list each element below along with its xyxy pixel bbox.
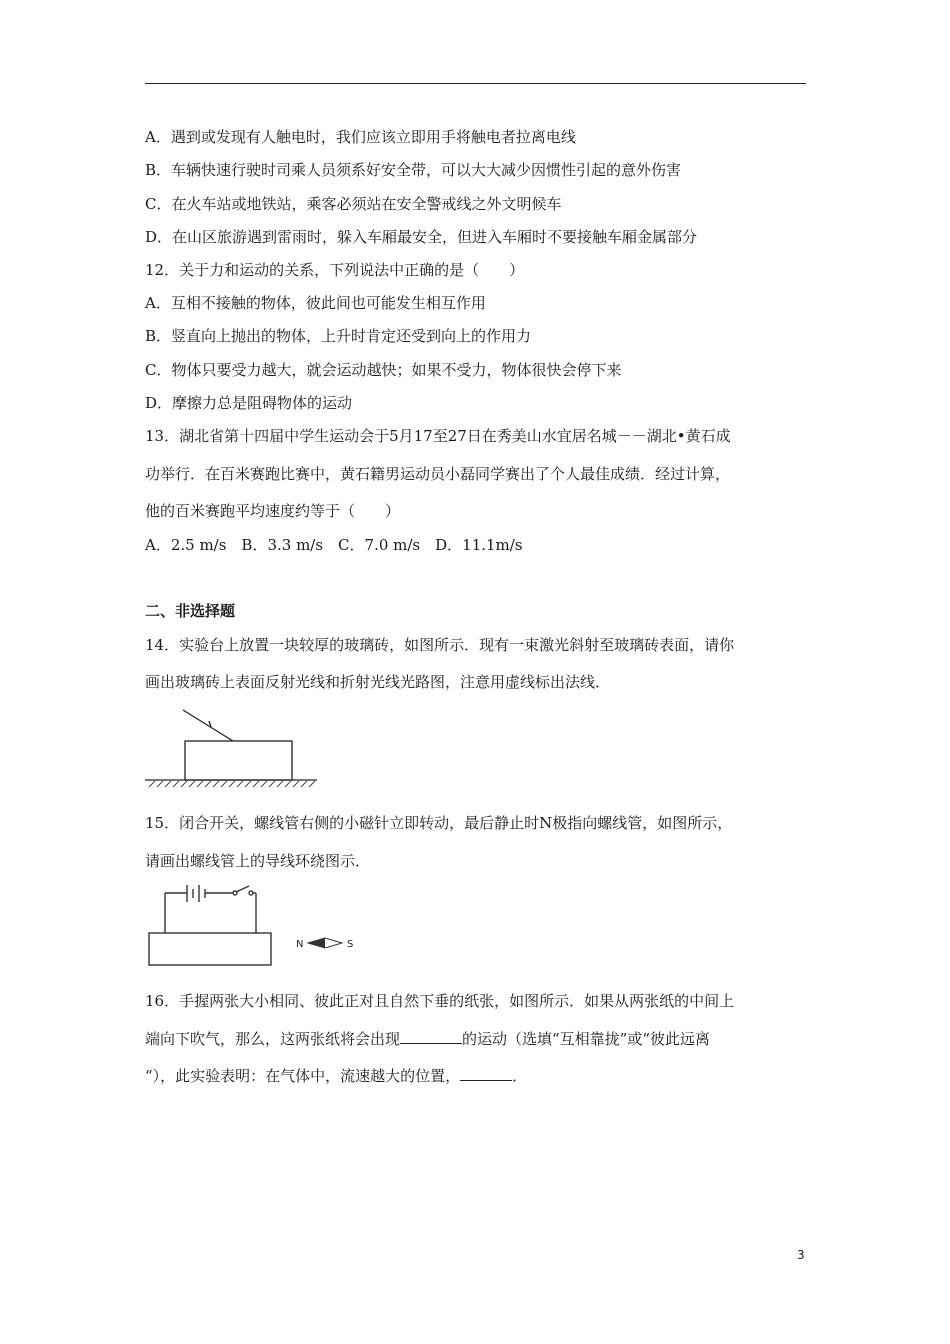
q11-option-d: D．在山区旅游遇到雷雨时，躲入车厢最安全，但进入车厢时不要接触车厢金属部分 <box>145 228 698 246</box>
q11-option-a: A．遇到或发现有人触电时，我们应该立即用手将触电者拉离电线 <box>145 128 576 146</box>
q13-line-3: 他的百米赛跑平均速度约等于（ ） <box>145 502 401 520</box>
header-rule <box>145 83 806 84</box>
q16-line-2 <box>145 1029 710 1049</box>
q12-option-c: C．物体只要受力越大，就会运动越快；如果不受力，物体很快会停下来 <box>145 361 622 379</box>
q16-answer-blank-1[interactable] <box>400 1029 462 1044</box>
switch-contact <box>249 891 253 895</box>
q16-answer-blank-2[interactable] <box>460 1066 512 1081</box>
q14-line-2: 画出玻璃砖上表面反射光线和折射光线光路图，注意用虚线标出法线． <box>145 673 611 691</box>
q16-line-1: 16．手握两张大小相同、彼此正对且自然下垂的纸张，如图所示．如果从两张纸的中间上 <box>145 992 735 1010</box>
q16-line-2-before: 端向下吹气，那么，这两张纸将会出现 <box>145 1030 401 1048</box>
needle-n-label: N <box>296 939 304 950</box>
q16-line-3-after: ． <box>512 1067 528 1085</box>
q16-line-3-before: “），此实验表明：在气体中，流速越大的位置， <box>145 1067 461 1085</box>
q15-line-1: 15．闭合开关，螺线管右侧的小磁针立即转动，最后静止时N极指向螺线管，如图所示， <box>145 814 733 832</box>
solenoid <box>149 933 271 965</box>
compass-needle-n-half <box>308 938 325 948</box>
q12-option-b: B．竖直向上抛出的物体，上升时肯定还受到向上的作用力 <box>145 327 532 345</box>
page-number: 3 <box>797 1248 805 1262</box>
q13-options: A．2.5 m/s B．3.3 m/s C．7.0 m/s D．11.1m/s <box>145 536 523 554</box>
q12-option-a: A．互相不接触的物体，彼此间也可能发生相互作用 <box>145 294 486 312</box>
needle-s-label: S <box>347 939 354 950</box>
q14-line-1: 14．实验台上放置一块较厚的玻璃砖，如图所示．现有一束激光斜射至玻璃砖表面，请你 <box>145 636 735 654</box>
q13-line-1: 13．湖北省第十四届中学生运动会于5月17至27日在秀美山水宜居名城－－湖北•黄石成 <box>145 427 731 445</box>
q11-option-b: B．车辆快速行驶时司乘人员须系好安全带，可以大大减少因惯性引起的意外伤害 <box>145 161 682 179</box>
q13-line-2: 功举行．在百米赛跑比赛中，黄石籍男运动员小磊同学赛出了个人最佳成绩．经过计算， <box>145 465 731 483</box>
section-title: 二、非选择题 <box>145 602 236 620</box>
q15-line-2: 请画出螺线管上的导线环绕图示． <box>145 852 371 870</box>
q16-line-3 <box>145 1066 527 1086</box>
q16-line-2-after: 的运动（选填“互相靠拢”或“彼此远离 <box>462 1030 711 1048</box>
switch-lever <box>236 886 249 892</box>
laser-beam <box>183 710 233 741</box>
q11-option-c: C．在火车站或地铁站，乘客必须站在安全警戒线之外文明候车 <box>145 195 562 213</box>
q12-stem: 12．关于力和运动的关系，下列说法中正确的是（ ） <box>145 261 525 279</box>
solenoid-circuit-figure <box>145 880 375 972</box>
ground-hatching <box>149 781 315 787</box>
glass-brick <box>185 741 292 780</box>
q12-option-d: D．摩擦力总是阻碍物体的运动 <box>145 394 353 412</box>
glass-brick-figure <box>145 705 325 790</box>
